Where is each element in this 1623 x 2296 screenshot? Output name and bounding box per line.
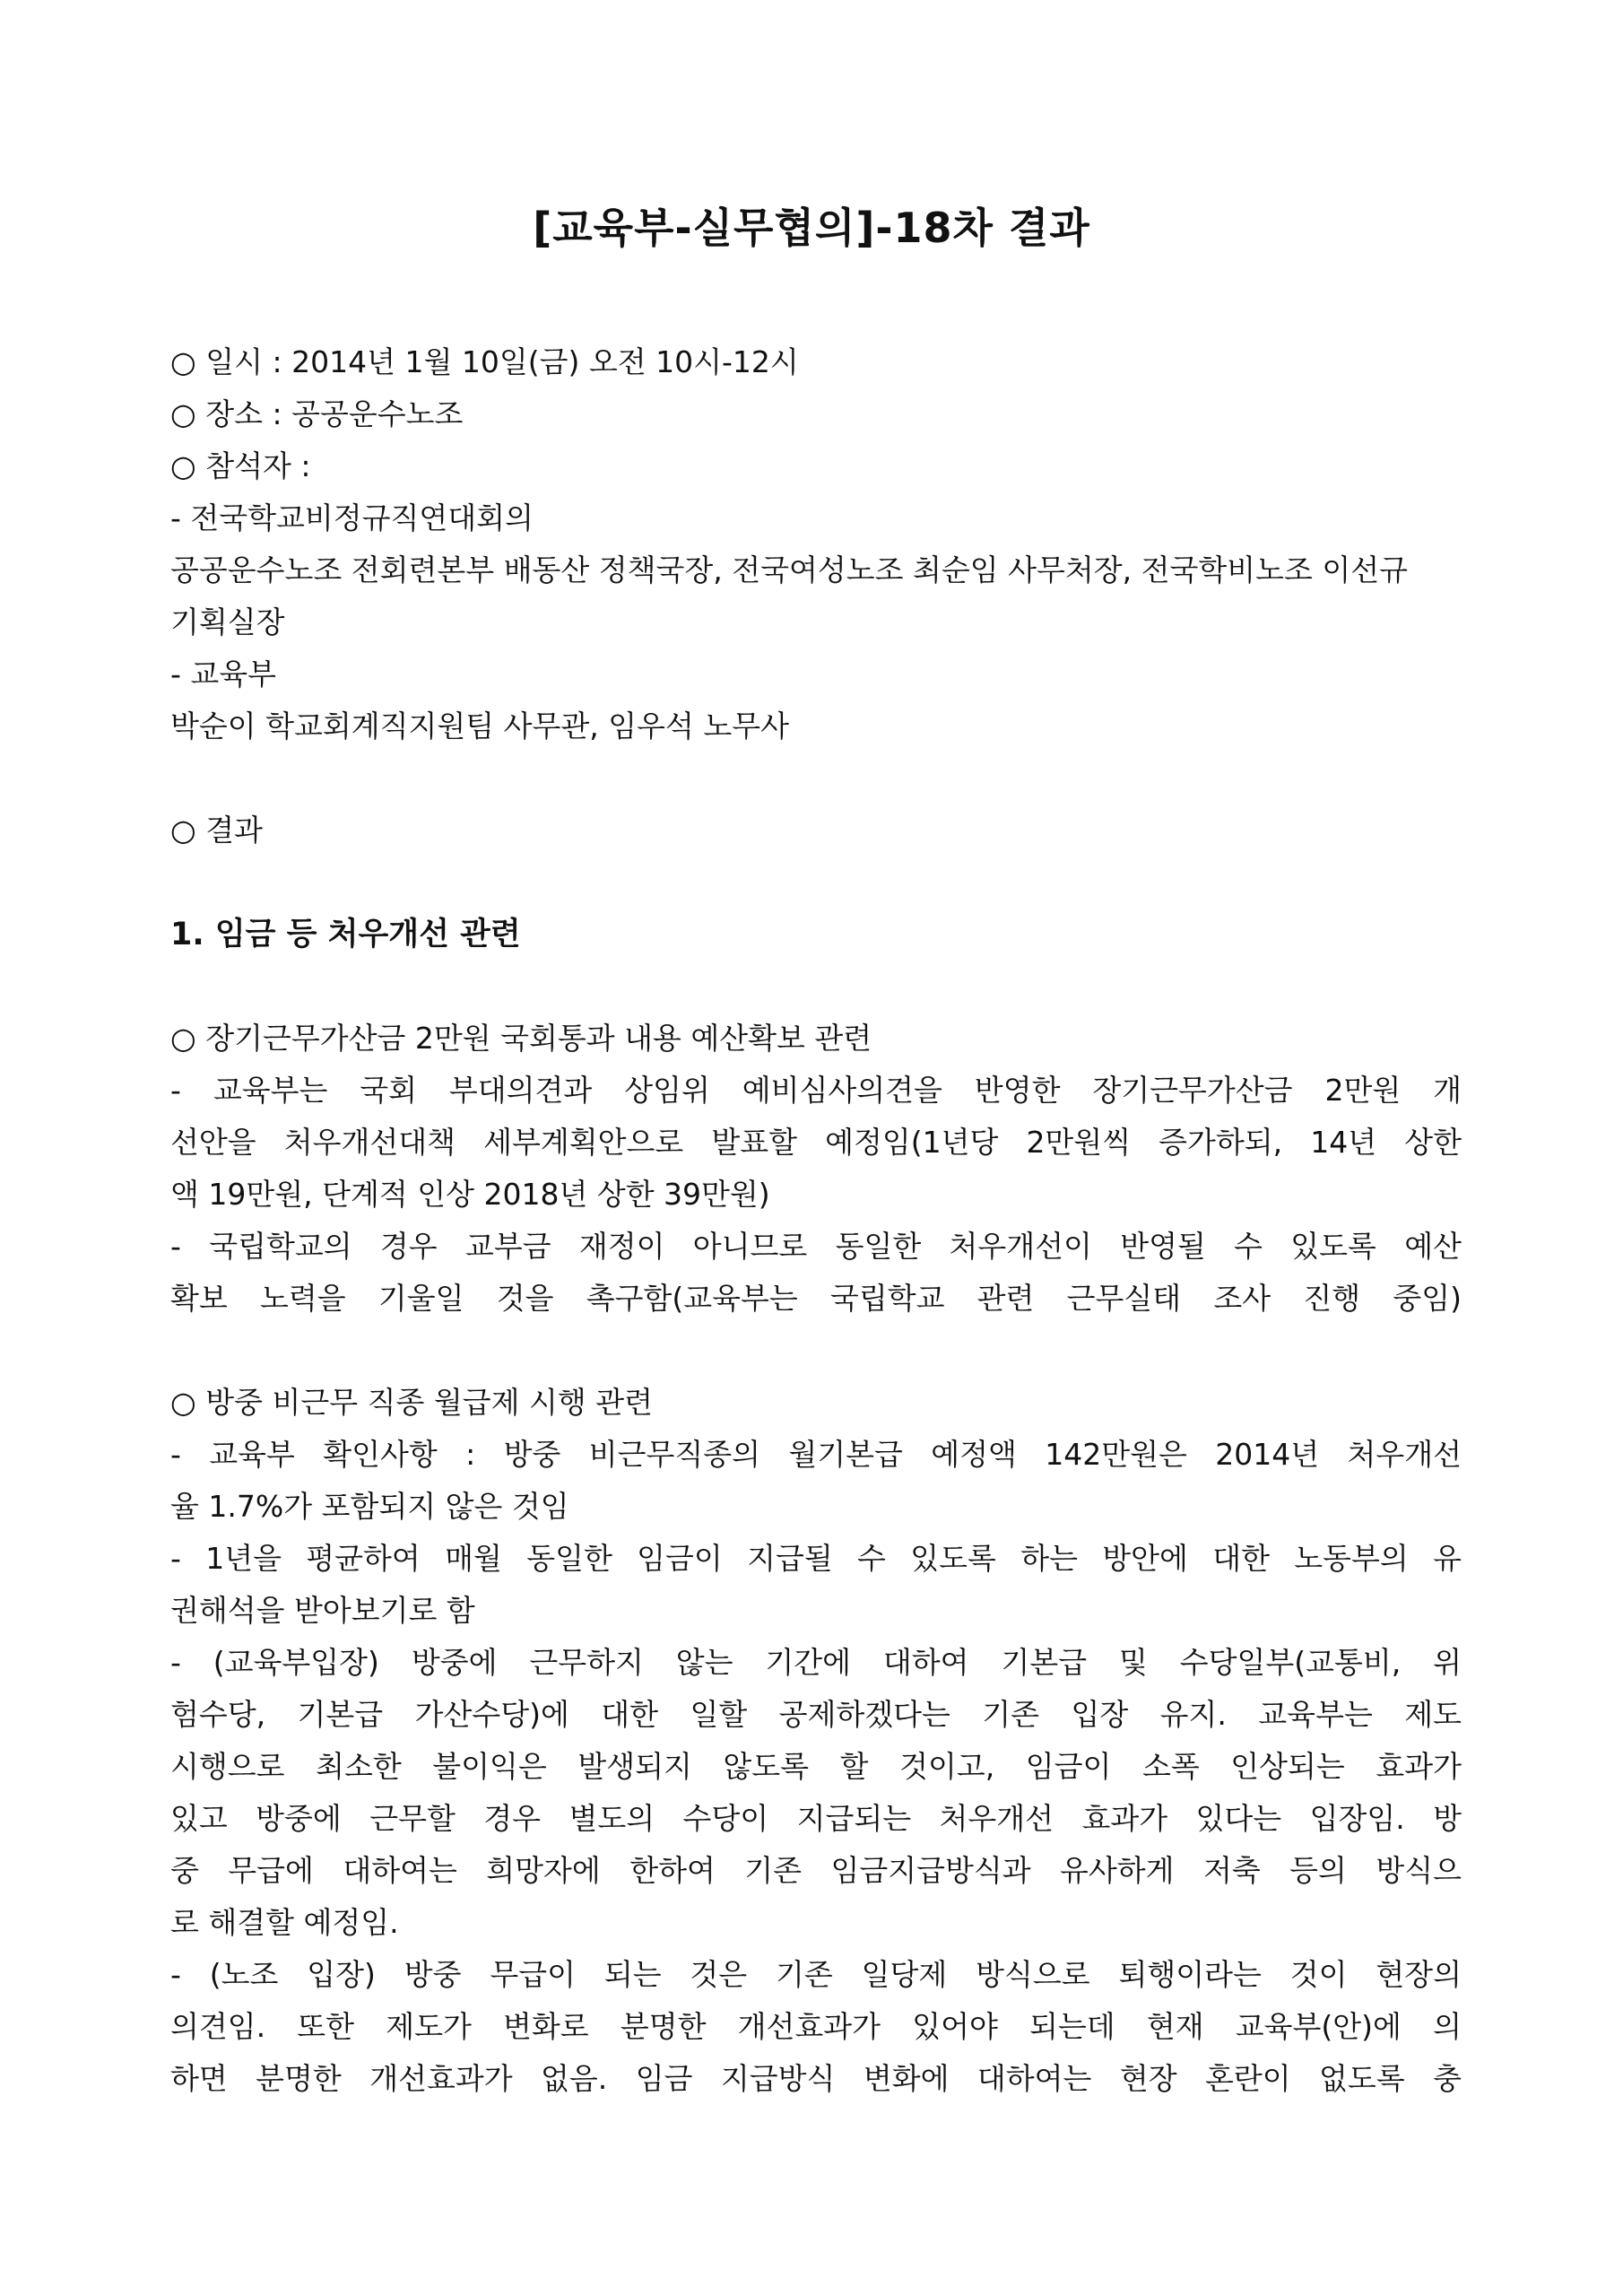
document-body xyxy=(170,336,1462,2105)
meeting-date: ○ 일시 : 2014년 1월 10일(금) 오전 10시-12시 xyxy=(170,344,799,379)
body-line: 로 해결할 예정임. xyxy=(170,1905,399,1940)
body-line: 시행으로 최소한 불이익은 발생되지 않도록 할 것이고, 임금이 소폭 인상되는 효과가 xyxy=(170,1749,1462,1784)
body-line: - 교육부 확인사항 : 방중 비근무직종의 월기본급 예정액 142만원은 2014년 처우개선 xyxy=(170,1437,1462,1472)
meeting-place: ○ 장소 : 공공운수노조 xyxy=(170,396,464,431)
body-line: 권해석을 받아보기로 함 xyxy=(170,1593,475,1628)
body-line: 하면 분명한 개선효과가 없음. 임금 지급방식 변화에 대하여는 현장 혼란이 없도록 충 xyxy=(170,2061,1462,2096)
body-line: 중 무급에 대하여는 희망자에 한하여 기존 임금지급방식과 유사하게 저축 등의 방식으 xyxy=(170,1853,1462,1888)
item-title: ○ 장기근무가산금 2만원 국회통과 내용 예산확보 관련 xyxy=(170,1021,872,1056)
ministry-group: - 교육부 xyxy=(170,657,277,691)
spacer xyxy=(170,1325,1462,1377)
spacer xyxy=(170,752,1462,804)
spacer xyxy=(170,857,1462,909)
union-members-line-2: 기획실장 xyxy=(170,604,285,639)
body-line: 액 19만원, 단계적 인상 2018년 상한 39만원) xyxy=(170,1177,770,1212)
section-heading: 1. 임금 등 처우개선 관련 xyxy=(170,917,521,952)
body-line: 율 1.7%가 포함되지 않은 것임 xyxy=(170,1489,569,1524)
result-label: ○ 결과 xyxy=(170,813,264,848)
body-line: 있고 방중에 근무할 경우 별도의 수당이 지급되는 처우개선 효과가 있다는 입장임. 방 xyxy=(170,1801,1462,1836)
body-line: 험수당, 기본급 가산수당)에 대한 일할 공제하겠다는 기존 입장 유지. 교육부는 제도 xyxy=(170,1697,1462,1732)
item-title: ○ 방중 비근무 직종 월급제 시행 관련 xyxy=(170,1385,654,1420)
body-line: - (노조 입장) 방중 무급이 되는 것은 기존 일당제 방식으로 퇴행이라는 것이 현장의 xyxy=(170,1957,1462,1992)
body-line: - (교육부입장) 방중에 근무하지 않는 기간에 대하여 기본급 및 수당일부(교통비, 위 xyxy=(170,1645,1462,1680)
union-members-line-1: 공공운수노조 전회련본부 배동산 정책국장, 전국여성노조 최순임 사무처장, 전국학비노조 이선규 xyxy=(170,552,1409,587)
body-line: - 교육부는 국회 부대의견과 상임위 예비심사의견을 반영한 장기근무가산금 2만원 개 xyxy=(170,1073,1462,1108)
union-group: - 전국학교비정규직연대회의 xyxy=(170,500,534,535)
body-line: 의견임. 또한 제도가 변화로 분명한 개선효과가 있어야 되는데 현재 교육부(안)에 의 xyxy=(170,2009,1462,2044)
attendees-label: ○ 참석자 : xyxy=(170,448,311,483)
body-line: 선안을 처우개선대책 세부계획안으로 발표할 예정임(1년당 2만원씩 증가하되, 14년 상한 xyxy=(170,1125,1462,1160)
body-line: 확보 노력을 기울일 것을 촉구함(교육부는 국립학교 관련 근무실태 조사 진행 중임) xyxy=(170,1281,1462,1316)
ministry-members: 박순이 학교회계직지원팀 사무관, 임우석 노무사 xyxy=(170,709,790,744)
body-line: - 1년을 평균하여 매월 동일한 임금이 지급될 수 있도록 하는 방안에 대한 노동부의 유 xyxy=(170,1541,1462,1576)
document-title: [교육부-실무협의]-18차 결과 xyxy=(533,204,1090,252)
spacer xyxy=(170,961,1462,1013)
body-line: - 국립학교의 경우 교부금 재정이 아니므로 동일한 처우개선이 반영될 수 있도록 예산 xyxy=(170,1229,1462,1264)
